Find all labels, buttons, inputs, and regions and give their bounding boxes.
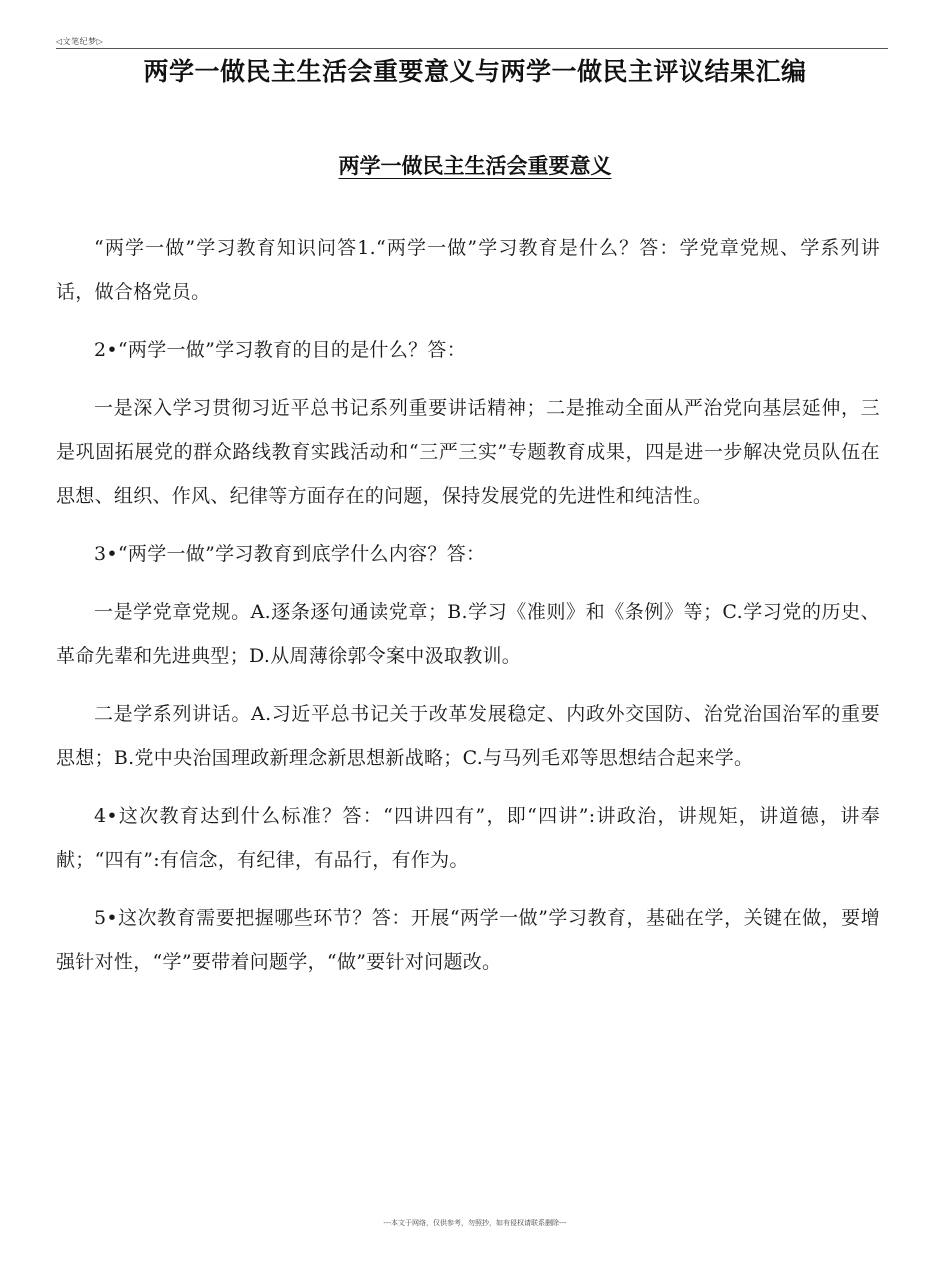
paragraph-q2-answer: 一是深入学习贯彻习近平总书记系列重要讲话精神；二是推动全面从严治党向基层延伸，三是巩固拓展党的群众路线教育实践活动和“三严三实”专题教育成果，四是进一步解决党员队伍在思想、组织、作风、纪律等方面存在的问题，保持发展党的先进性和纯洁性。 bbox=[56, 397, 880, 507]
paragraph-q2: 2•“两学一做”学习教育的目的是什么？答： bbox=[94, 339, 467, 361]
section-title bbox=[0, 150, 950, 180]
footer-disclaimer: ---本文于网络，仅供参考，勿照抄，如有侵权请联系删除--- bbox=[383, 1219, 567, 1227]
paragraph-q3-answer-part2: 二是学系列讲话。A.习近平总书记关于改革发展稳定、内政外交国防、治党治国治军的重要思想；B.党中央治国理政新理念新思想新战略；C.与马列毛邓等思想结合起来学。 bbox=[56, 703, 880, 769]
document-body bbox=[56, 226, 880, 998]
paragraph-q3: 3•“两学一做”学习教育到底学什么内容？答： bbox=[94, 543, 486, 565]
section-title-text: 两学一做民主生活会重要意义 bbox=[338, 154, 612, 178]
header-divider bbox=[56, 48, 888, 49]
paragraph-q4: 4•这次教育达到什么标准？答：“四讲四有”，即“四讲”:讲政治，讲规矩，讲道德，讲奉献；“四有”:有信念，有纪律，有品行，有作为。 bbox=[56, 805, 880, 871]
document-title: 两学一做民主生活会重要意义与两学一做民主评议结果汇编 bbox=[143, 57, 807, 86]
paragraph-q5: 5•这次教育需要把握哪些环节？答：开展“两学一做”学习教育，基础在学，关键在做，要增强针对性，“学”要带着问题学，“做”要针对问题改。 bbox=[56, 907, 880, 973]
header-mark: ◁文笔纪梦▷ bbox=[56, 37, 104, 46]
paragraph-intro-q1: “两学一做”学习教育知识问答1.“两学一做”学习教育是什么？答：学党章党规、学系列讲话，做合格党员。 bbox=[56, 237, 880, 303]
paragraph-q3-answer-part1: 一是学党章党规。A.逐条逐句通读党章；B.学习《准则》和《条例》等；C.学习党的历史、革命先辈和先进典型；D.从周薄徐郭令案中汲取教训。 bbox=[56, 601, 880, 667]
